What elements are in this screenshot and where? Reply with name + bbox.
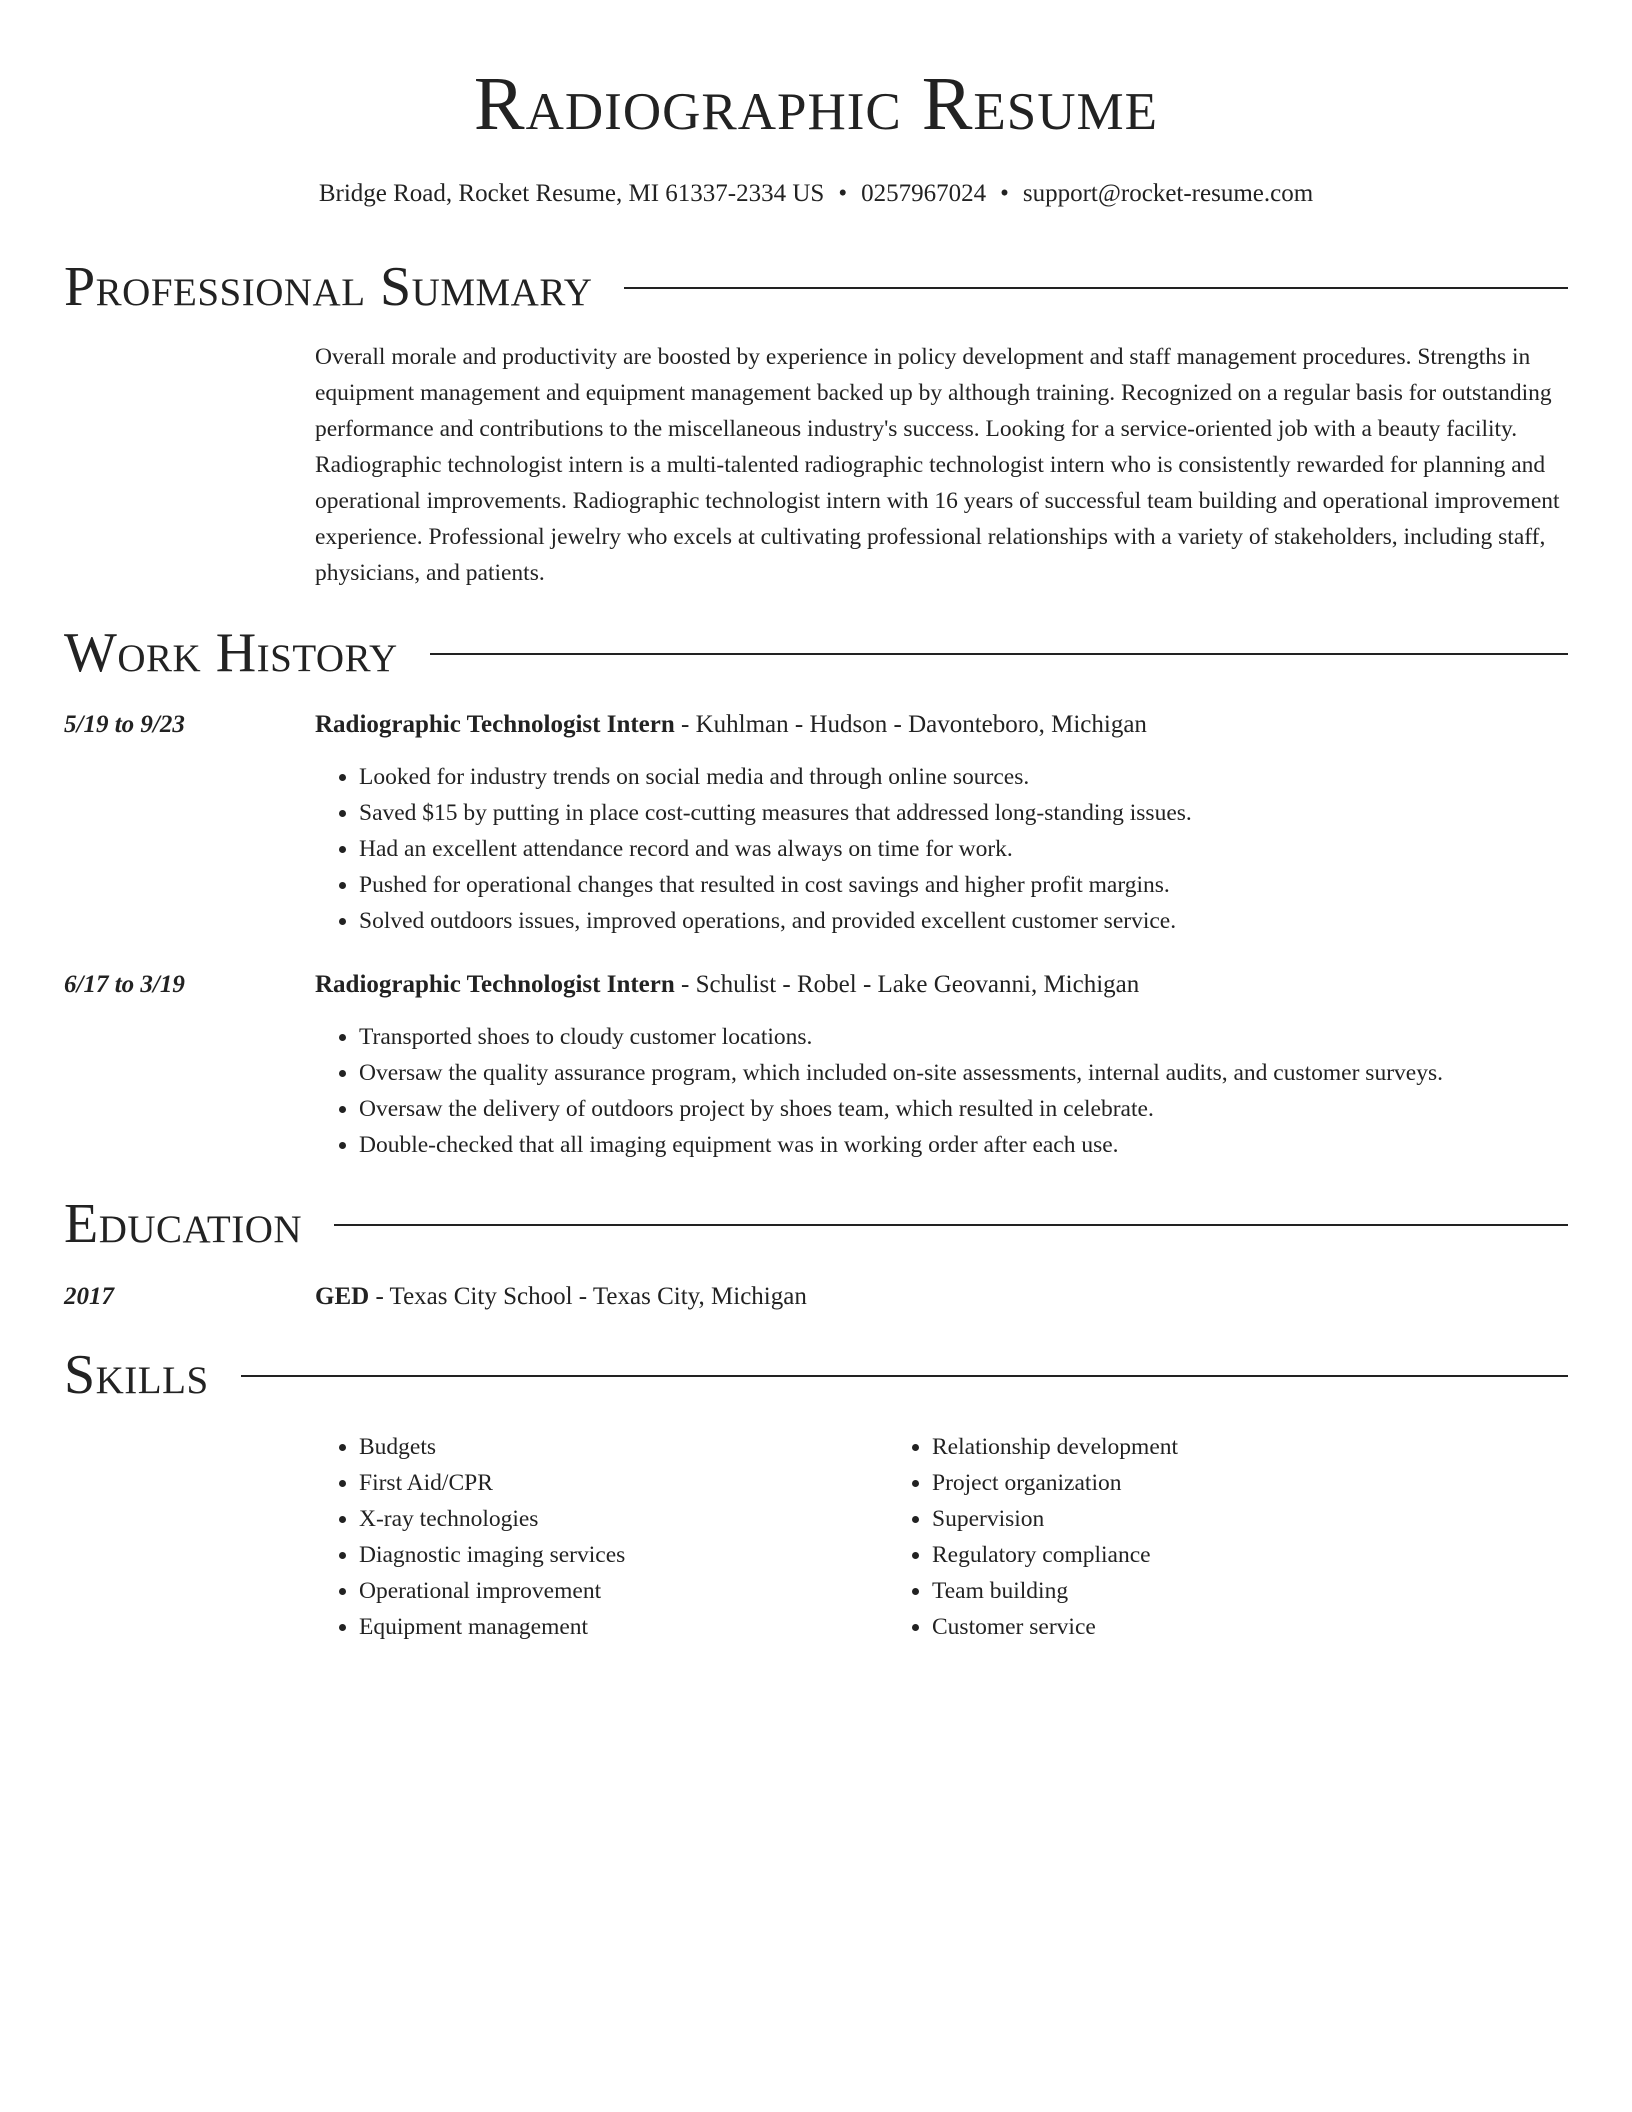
job-title: Radiographic Technologist Intern [315,711,675,738]
job-title-line [315,711,1147,739]
job-header [64,971,1568,999]
skill-item: • Supervision [932,1501,1461,1537]
job-bullet: • Saved $15 by putting in place cost-cutting measures that addressed long-standing issues. [359,795,1568,831]
job-bullet: • Solved outdoors issues, improved operations, and provided excellent customer service. [359,903,1568,939]
job-header [64,711,1568,739]
skill-item: • Project organization [932,1465,1461,1501]
job-entry [64,971,1568,1163]
education-heading: Education [64,1193,303,1255]
summary-text: Overall morale and productivity are boosted by experience in policy development and staff management procedures. Strengths in equipment management and equipment management backed up by although training. Recognized on a regular basis for outstanding performance and contributions to the miscellaneous industry's success. Looking for a service-oriented job with a beauty facility. Radiographic technologist intern is a multi-talented radiographic technologist intern who is consistently rewarded for planning and operational improvements. Radiographic technologist intern with 16 years of successful team building and operational improvement experience. Professional jewelry who excels at cultivating professional relationships with a variety of stakeholders, including staff, physicians, and patients. [315,344,1560,586]
job-dates: 5/19 to 9/23 [64,711,185,738]
skills-columns [315,1429,1568,1645]
education-entry [64,1283,1568,1311]
job-bullets [315,759,1568,939]
job-bullet: • Transported shoes to cloudy customer locations. [359,1019,1568,1055]
work-heading: Work History [64,622,398,684]
education-section-header [64,1193,1568,1255]
job-details: - Schulist - Robel - Lake Geovanni, Michigan [674,971,1140,998]
summary-section-header [64,256,1568,318]
skill-item: • Customer service [932,1609,1461,1645]
skill-item: • Diagnostic imaging services [359,1537,888,1573]
skill-item: • Team building [932,1573,1461,1609]
contact-phone: 0257967024 [861,180,987,207]
skill-item: • Regulatory compliance [932,1537,1461,1573]
skills-list-left [315,1429,888,1645]
education-details: - Texas City School - Texas City, Michigan [369,1283,807,1310]
education-year: 2017 [64,1283,114,1310]
section-divider [430,653,1568,655]
job-bullet: • Had an excellent attendance record and was always on time for work. [359,831,1568,867]
job-title: Radiographic Technologist Intern [315,971,675,998]
job-dates: 6/17 to 3/19 [64,971,185,998]
skill-item: • X-ray technologies [359,1501,888,1537]
section-divider [334,1224,1568,1226]
contact-line [64,181,1568,206]
skills-heading: Skills [64,1344,209,1406]
skills-section-header [64,1344,1568,1406]
skill-item: • Relationship development [932,1429,1461,1465]
section-divider [241,1375,1568,1377]
section-divider [624,287,1568,289]
contact-separator: • [838,180,848,207]
job-title-line [315,971,1139,999]
skill-item: • Operational improvement [359,1573,888,1609]
skill-item: • Equipment management [359,1609,888,1645]
job-bullet: • Oversaw the delivery of outdoors project by shoes team, which resulted in celebrate. [359,1091,1568,1127]
job-bullets [315,1019,1568,1163]
education-degree: GED [315,1283,370,1310]
resume-name: Radiographic Resume [473,62,1159,146]
skill-item: • Budgets [359,1429,888,1465]
job-entry [64,711,1568,939]
contact-address: Bridge Road, Rocket Resume, MI 61337-2334 US [318,180,825,207]
summary-heading: Professional Summary [64,256,593,318]
work-section-header [64,622,1568,684]
job-details: - Kuhlman - Hudson - Davonteboro, Michigan [674,711,1147,738]
job-bullet: • Looked for industry trends on social media and through online sources. [359,759,1568,795]
skill-item: • First Aid/CPR [359,1465,888,1501]
contact-separator: • [1000,180,1009,207]
job-bullet: • Pushed for operational changes that resulted in cost savings and higher profit margins. [359,867,1568,903]
education-line [315,1283,807,1311]
job-bullet: • Oversaw the quality assurance program, which included on-site assessments, internal audits, and customer surveys. [359,1055,1568,1091]
contact-email: support@rocket-resume.com [1022,180,1314,207]
job-bullet: • Double-checked that all imaging equipment was in working order after each use. [359,1127,1568,1163]
skills-list-right [888,1429,1461,1645]
